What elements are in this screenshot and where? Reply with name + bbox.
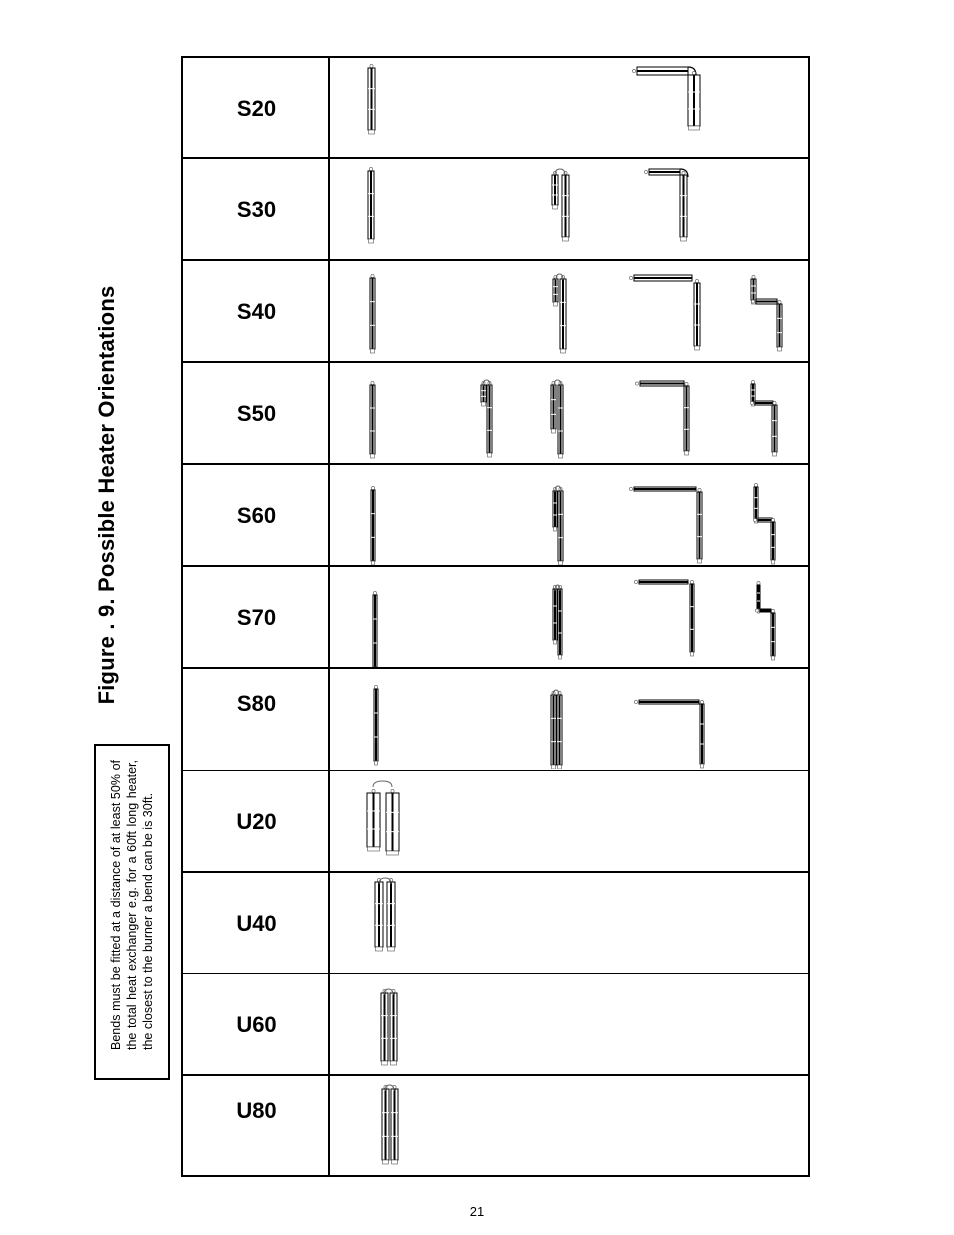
orientation-drawings (330, 567, 808, 667)
row-label-cell (183, 771, 330, 871)
orientation-row-s20 (183, 58, 808, 159)
row-label-cell (183, 363, 330, 463)
orientation-drawings (330, 58, 808, 157)
orientation-drawings (330, 261, 808, 361)
row-label-cell (183, 261, 330, 361)
orientation-drawings (330, 363, 808, 463)
row-label-cell (183, 58, 330, 157)
heater-model-label: S30 (236, 197, 277, 222)
heater-orientation-diagram (330, 465, 808, 565)
orientation-row-s60 (183, 465, 808, 567)
orientation-row-s80 (183, 669, 808, 771)
note-text: Bends must be fitted at a distance of at least 50% of the total heat exchanger e.g. for a 60ft long heater, the closest to the burner a bend can be is 30ft. (109, 760, 155, 1051)
orientation-drawings (330, 669, 808, 770)
heater-orientation-diagram (330, 669, 808, 769)
heater-orientation-diagram (330, 1076, 808, 1173)
row-label-cell (183, 974, 330, 1074)
heater-orientation-diagram (330, 771, 808, 871)
heater-orientation-diagram (330, 58, 808, 157)
heater-model-label: S60 (236, 503, 277, 528)
note-box (94, 744, 170, 1080)
orientation-row-s30 (183, 159, 808, 261)
heater-orientation-diagram (330, 567, 808, 667)
row-label-cell (183, 465, 330, 565)
orientation-drawings (330, 1076, 808, 1175)
heater-model-label: S80 (236, 691, 277, 716)
heater-model-label: U20 (236, 809, 277, 834)
orientation-row-u40 (183, 873, 808, 974)
heater-orientation-diagram (330, 974, 808, 1074)
orientation-row-u60 (183, 974, 808, 1076)
orientation-drawings (330, 159, 808, 259)
orientation-table (181, 56, 810, 1177)
orientation-row-u80 (183, 1076, 808, 1175)
orientation-row-s40 (183, 261, 808, 363)
figure-title: Figure . 9. Possible Heater Orientations (94, 285, 119, 705)
orientation-row-s70 (183, 567, 808, 669)
heater-orientation-diagram (330, 261, 808, 361)
heater-orientation-diagram (330, 873, 808, 972)
orientation-row-u20 (183, 771, 808, 873)
row-label-cell (183, 1076, 330, 1175)
orientation-row-s50 (183, 363, 808, 465)
row-label-cell (183, 159, 330, 259)
heater-model-label: U80 (236, 1098, 277, 1123)
heater-model-label: S70 (236, 605, 277, 630)
orientation-drawings (330, 771, 808, 871)
orientation-drawings (330, 873, 808, 973)
heater-model-label: S50 (236, 401, 277, 426)
heater-model-label: S20 (236, 96, 277, 121)
heater-model-label: U40 (236, 911, 277, 936)
heater-orientation-diagram (330, 159, 808, 259)
row-label-cell (183, 567, 330, 667)
heater-model-label: U60 (236, 1012, 277, 1037)
orientation-drawings (330, 974, 808, 1074)
heater-orientation-diagram (330, 363, 808, 463)
row-label-cell (183, 669, 330, 770)
row-label-cell (183, 873, 330, 973)
orientation-drawings (330, 465, 808, 565)
heater-model-label: S40 (236, 299, 277, 324)
page-number: 21 (469, 1204, 485, 1219)
